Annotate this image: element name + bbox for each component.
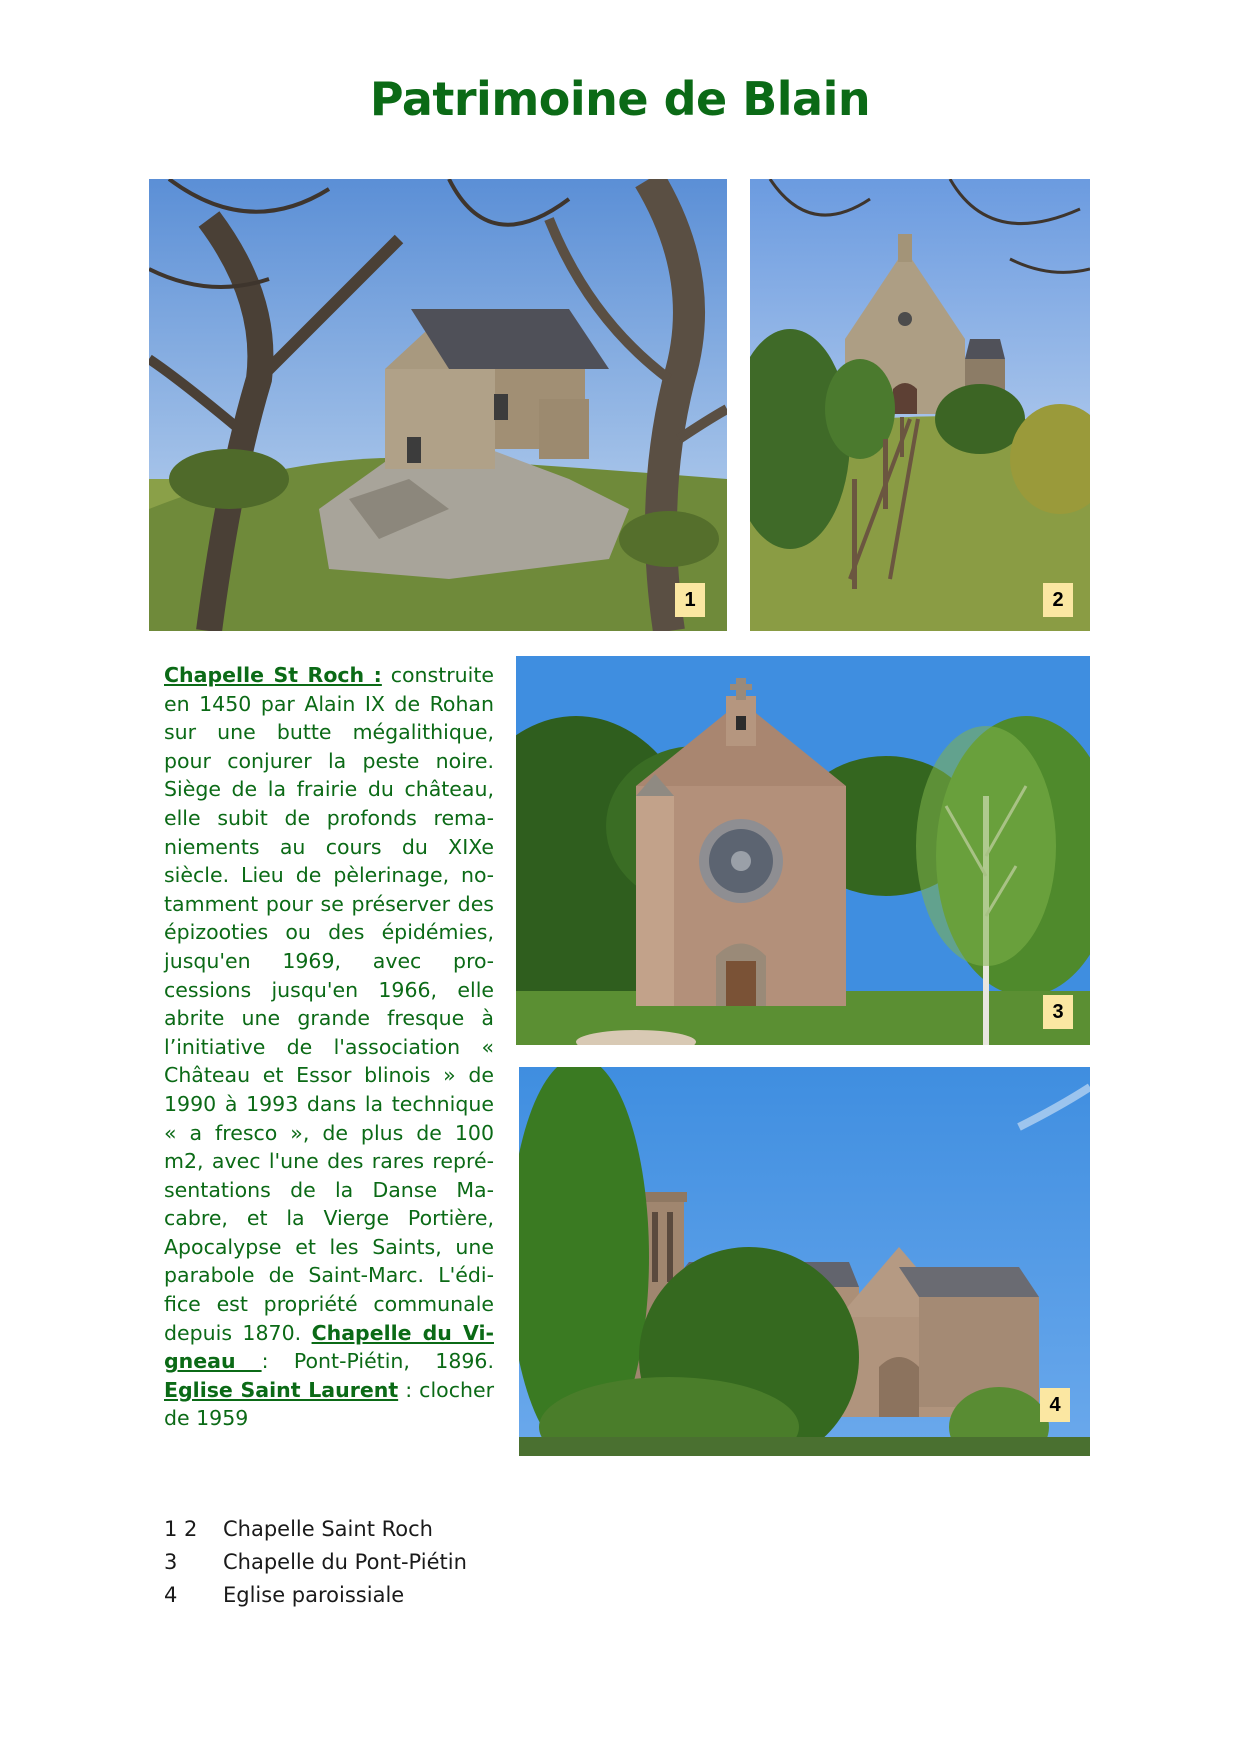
- caption-row: [164, 1513, 467, 1546]
- link-eglise-saint-laurent[interactable]: Eglise Saint Laurent: [164, 1377, 399, 1402]
- caption-row: [164, 1579, 467, 1612]
- photo-2-image: [750, 179, 1090, 631]
- photo-badge-2: 2: [1043, 583, 1073, 617]
- description-paragraph-1: construite en 1450 par Alain IX de Rohan sur une butte mégalithique, pour conjurer la peste noire. Siège de la frairie du château, elle subit de profonds remaniements au cours du XIXe siècle. Lieu de pèlerinage, notamment pour se préserver des épizooties ou des épidémies, jusqu'en 1969, avec processions jusqu'en 1966, elle abrite une grande fresque à l’initiative de l'association « Château et Essor blinois » de 1990 à 1993 dans la technique « a fresco », de plus de 100 m2, avec l'une des rares représentations de la Danse Macabre, et la Vierge Portière, Apocalypse et les Saints, une parabole de Saint-Marc. L'édifice est propriété communale depuis 1870.: [164, 663, 494, 1345]
- photo-captions: [164, 1513, 467, 1612]
- description-paragraph-3: : clocher de 1959: [164, 1377, 494, 1431]
- photo-badge-3: 3: [1043, 995, 1073, 1029]
- link-chapelle-st-roch[interactable]: Chapelle St Roch :: [164, 663, 382, 687]
- photo-chapelle-st-roch-1: [149, 179, 727, 631]
- page-title: Patrimoine de Blain: [369, 72, 871, 126]
- photo-1-image: [149, 179, 727, 631]
- photo-chapelle-st-roch-2: [750, 179, 1090, 631]
- caption-row: [164, 1546, 467, 1579]
- caption-label: Eglise paroissiale: [223, 1583, 405, 1607]
- link-chapelle-du-vigneau[interactable]: Chapelle du Vigneau: [164, 1320, 494, 1374]
- photo-badge-1: 1: [675, 583, 705, 617]
- description-paragraph-2: : Pont-Piétin, 1896.: [261, 1349, 494, 1374]
- caption-number: 4: [164, 1583, 178, 1607]
- photo-4-image: [519, 1067, 1090, 1456]
- description-text: [164, 661, 494, 1433]
- photo-3-image: [516, 656, 1090, 1045]
- photo-badge-4: 4: [1040, 1388, 1070, 1422]
- caption-number: 3: [164, 1550, 178, 1574]
- caption-label: Chapelle du Pont-Piétin: [223, 1550, 467, 1574]
- photo-eglise-paroissiale: [519, 1067, 1090, 1456]
- caption-number: 1 2: [164, 1517, 198, 1541]
- caption-label: Chapelle Saint Roch: [223, 1517, 433, 1541]
- photo-chapelle-pont-pietin: [516, 656, 1090, 1045]
